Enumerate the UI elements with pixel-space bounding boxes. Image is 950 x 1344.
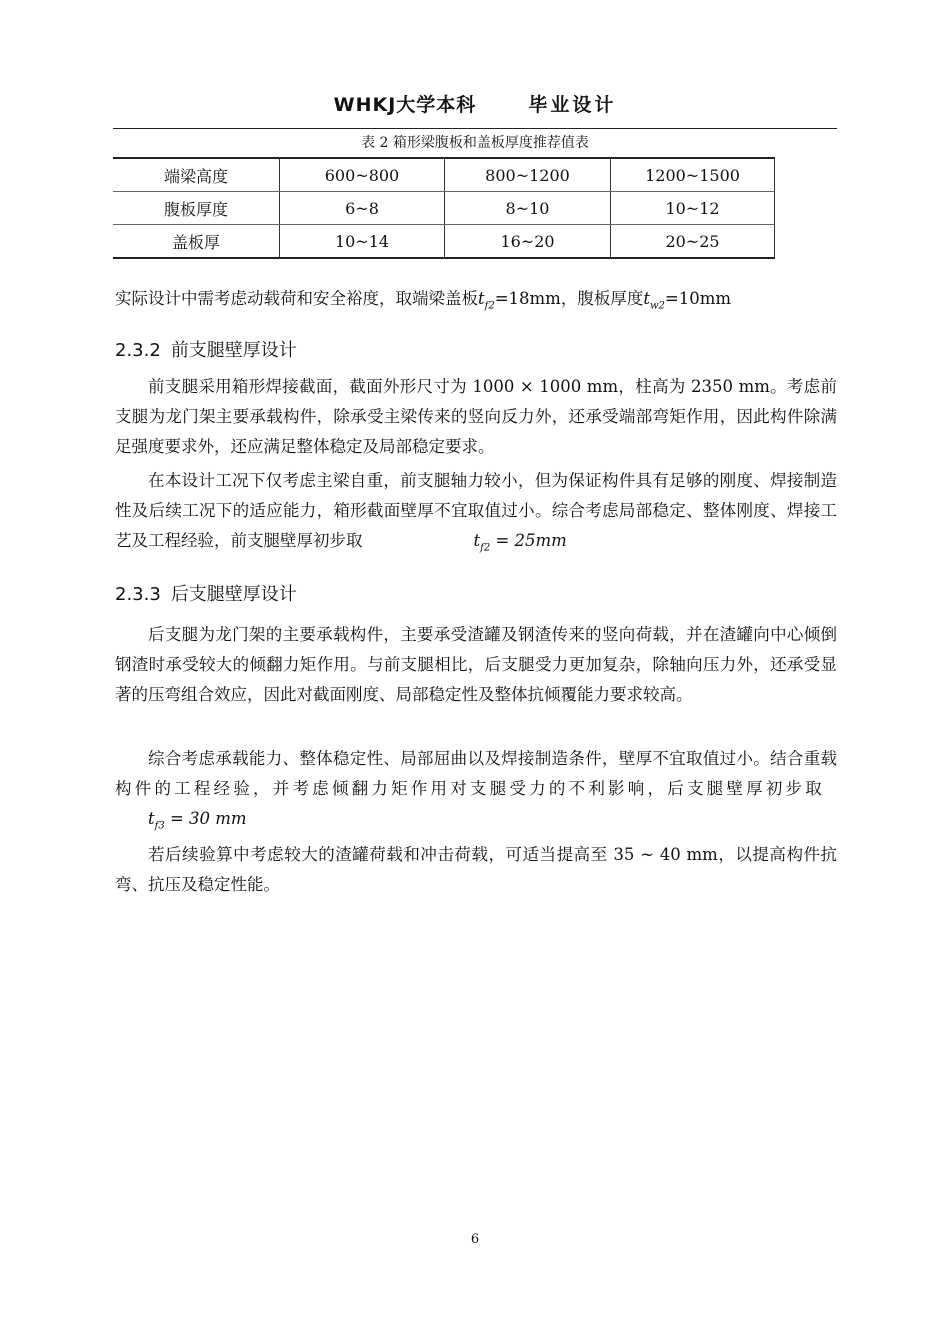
table-caption: 表 2 箱形梁腹板和盖板厚度推荐值表 [361,135,589,151]
table-cell: 1200~1500 [611,158,775,192]
paragraph: 在本设计工况下仅考虑主梁自重，前支腿轴力较小，但为保证构件具有足够的刚度、焊接制造性及后续工况下的适应能力，箱形截面壁厚不宜取值过小。综合考虑局部稳定、整体刚度、焊接工艺及工程经验，前支腿壁厚初步取 $t_{f2} = 25mm$ [115,466,837,563]
formula: $t_{f2} = 25mm$ [473,531,567,554]
table-cell: 20~25 [611,225,775,259]
table-row [113,225,775,259]
table-cell: 8~10 [445,192,611,225]
table-cell: 800~1200 [445,158,611,192]
paragraph: 若后续验算中考虑较大的渣罐荷载和冲击荷载，可适当提高至 35 ~ 40 mm，以提高构件抗弯、抗压及稳定性能。 [115,845,837,894]
table-cell: 盖板厚 [113,225,280,259]
table-cell: 6~8 [280,192,445,225]
paragraph: 后支腿为龙门架的主要承载构件，主要承受渣罐及钢渣传来的竖向荷载，并在渣罐向中心倾倒钢渣时承受较大的倾翻力矩作用。与前支腿相比，后支腿受力更加复杂，除轴向压力外，还承受显著的压弯组合效应，因此对截面刚度、局部稳定性及整体抗倾覆能力要求较高。 [115,625,837,704]
section-heading-2-3-2: 2.3.2 前支腿壁厚设计 [115,340,297,361]
design-note: 实际设计中需考虑动载荷和安全裕度，取端梁盖板$t_{f2}=18mm$，腹板厚度$t_{w2}=10mm$ [115,289,732,312]
header-rule [113,128,837,129]
header-school: WHKJ大学本科 [333,94,477,116]
table-row [113,192,775,225]
table-cell: 端梁高度 [113,158,280,192]
table-cell: 16~20 [445,225,611,259]
formula: $t_{f3} = 30$ mm [148,809,247,832]
section-heading-2-3-3: 2.3.3 后支腿壁厚设计 [115,584,297,605]
table-row [113,158,775,192]
page-number: 6 [470,1232,480,1247]
table-cell: 腹板厚度 [113,192,280,225]
paragraph: 前支腿采用箱形焊接截面，截面外形尺寸为 1000 × 1000 mm，柱高为 2350 mm。考虑前支腿为龙门架主要承载构件，除承受主梁传来的竖向反力外，还承受端部弯矩作用，因此构件除满足强度要求外，还应满足整体稳定及局部稳定要求。 [115,377,837,456]
table-cell: 600~800 [280,158,445,192]
page-header [0,90,950,117]
table-cell: 10~12 [611,192,775,225]
header-thesis: 毕业设计 [528,94,617,116]
paragraph: 综合考虑承载能力、整体稳定性、局部屈曲以及焊接制造条件，壁厚不宜取值过小。结合重载构件的工程经验，并考虑倾翻力矩作用对支腿受力的不利影响，后支腿壁厚初步取$t_{f3} = 30$ mm [115,744,837,841]
thickness-table [113,157,775,259]
table-cell: 10~14 [280,225,445,259]
